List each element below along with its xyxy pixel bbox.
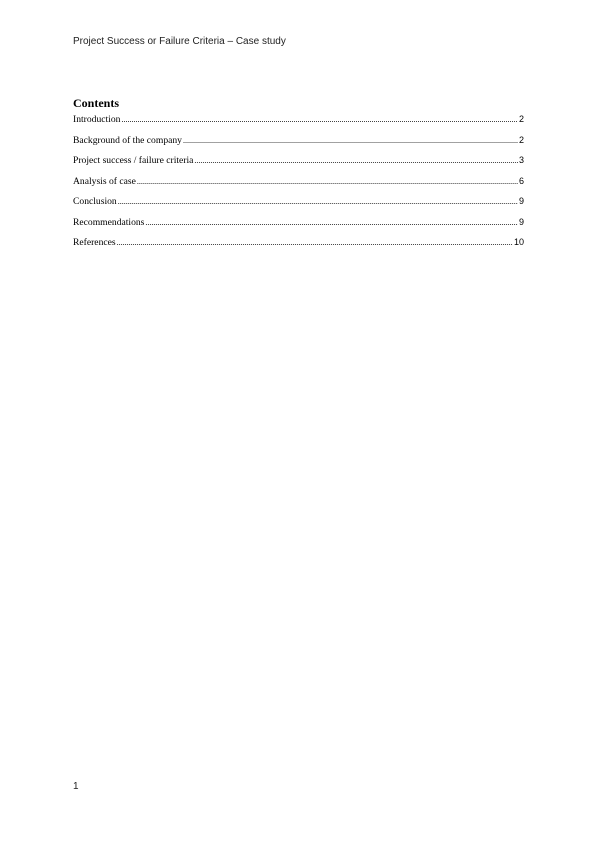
toc-dot-leader xyxy=(194,155,518,167)
toc-dot-leader xyxy=(117,237,513,249)
toc-entry-page: 2 xyxy=(518,134,524,145)
toc-entry-page: 3 xyxy=(518,155,524,165)
toc-dot-leader xyxy=(137,176,518,188)
toc-dot-leader xyxy=(145,217,518,229)
running-header: Project Success or Failure Criteria – Case study xyxy=(73,36,286,47)
toc-entry-analysis[interactable] xyxy=(73,175,524,196)
toc-entry-success-failure-criteria[interactable] xyxy=(73,154,524,175)
toc-entry-title: Introduction xyxy=(73,114,121,125)
toc-entry-introduction[interactable] xyxy=(73,113,524,134)
table-of-contents xyxy=(73,96,524,257)
toc-entry-title: Conclusion xyxy=(73,196,117,207)
toc-entry-page: 9 xyxy=(518,196,524,206)
toc-entry-page: 2 xyxy=(518,114,524,124)
toc-entry-title: References xyxy=(73,237,116,248)
toc-entry-recommendations[interactable] xyxy=(73,216,524,237)
page-number: 1 xyxy=(73,781,79,792)
toc-dot-leader xyxy=(121,114,518,126)
toc-entry-title: Project success / failure criteria xyxy=(73,155,194,166)
toc-entry-page: 10 xyxy=(513,237,524,247)
toc-entry-title: Background of the company xyxy=(73,134,182,146)
toc-entry-background[interactable] xyxy=(73,134,524,155)
toc-dot-leader xyxy=(183,135,518,147)
toc-entry-title: Analysis of case xyxy=(73,175,136,187)
toc-entry-references[interactable] xyxy=(73,236,524,257)
toc-entry-page: 6 xyxy=(518,175,524,186)
toc-entry-title: Recommendations xyxy=(73,216,145,228)
toc-entry-page: 9 xyxy=(518,216,524,227)
toc-heading: Contents xyxy=(73,96,120,110)
toc-entry-conclusion[interactable] xyxy=(73,195,524,216)
toc-dot-leader xyxy=(118,196,518,208)
